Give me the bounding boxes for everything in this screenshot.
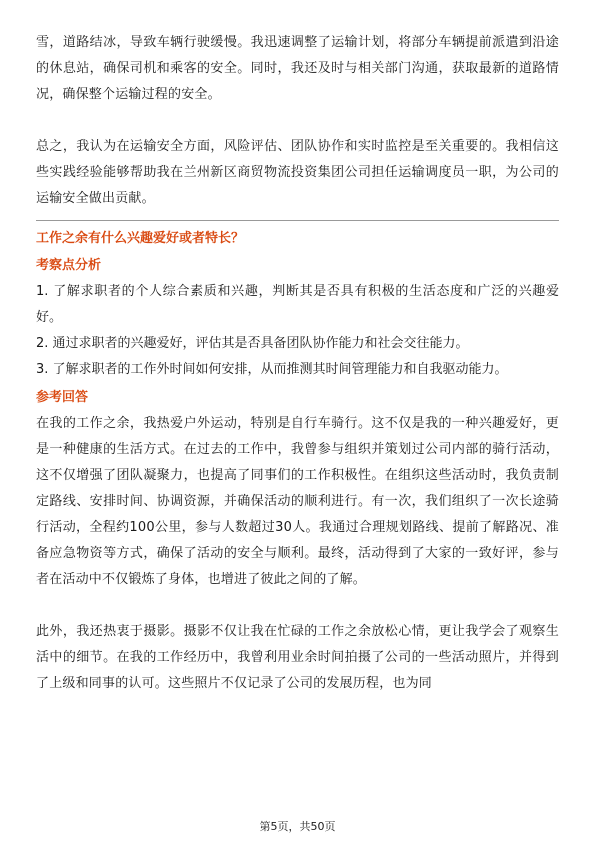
question-heading: 工作之余有什么兴趣爱好或者特长？ (36, 231, 245, 246)
page-number: 第5页，共50页 (259, 820, 336, 833)
intro-paragraph: 雪，道路结冰，导致车辆行驶缓慢。我迅速调整了运输计划，将部分车辆提前派遣到沿途的休息站，确保司机和乘客的安全。同时，我还及时与相关部门沟通，获取最新的道路情况，确保整个运输过程的安全。 (36, 35, 559, 102)
analysis-points (36, 279, 559, 383)
paragraph-gap (36, 593, 559, 619)
paragraph-gap (36, 108, 559, 134)
analysis-point: 3. 了解求职者的工作外时间如何安排，从而推测其时间管理能力和自我驱动能力。 (36, 362, 508, 377)
analysis-point: 2. 通过求职者的兴趣爱好，评估其是否具备团队协作能力和社会交往能力。 (36, 336, 469, 351)
answer-paragraph: 此外，我还热衷于摄影。摄影不仅让我在忙碌的工作之余放松心情，更让我学会了观察生活中的细节。在我的工作经历中，我曾利用业余时间拍摄了公司的一些活动照片，并得到了上级和同事的认可。这些照片不仅记录了公司的发展历程，也为同 (36, 624, 559, 691)
answer-paragraph: 在我的工作之余，我热爱户外运动，特别是自行车骑行。这不仅是我的一种兴趣爱好，更是一种健康的生活方式。在过去的工作中，我曾参与组织并策划过公司内部的骑行活动，这不仅增强了团队凝聚力，也提高了同事们的工作积极性。在组织这些活动时，我负责制定路线、安排时间、协调资源，并确保活动的顺利进行。有一次，我们组织了一次长途骑行活动，全程约100公里，参与人数超过30人。我通过合理规划路线、提前了解路况、准备应急物资等方式，确保了活动的安全与顺利。最终，活动得到了大家的一致好评，参与者在活动中不仅锻炼了身体，也增进了彼此之间的了解。 (36, 416, 559, 587)
intro-paragraph: 总之，我认为在运输安全方面，风险评估、团队协作和实时监控是至关重要的。我相信这些实践经验能够帮助我在兰州新区商贸物流投资集团公司担任运输调度员一职，为公司的运输安全做出贡献。 (36, 139, 559, 206)
analysis-title: 考察点分析 (36, 258, 102, 273)
page-content (36, 30, 559, 697)
analysis-point: 1. 了解求职者的个人综合素质和兴趣，判断其是否具有积极的生活态度和广泛的兴趣爱好。 (36, 284, 559, 325)
answer-title: 参考回答 (36, 390, 89, 405)
section-divider (36, 220, 559, 221)
